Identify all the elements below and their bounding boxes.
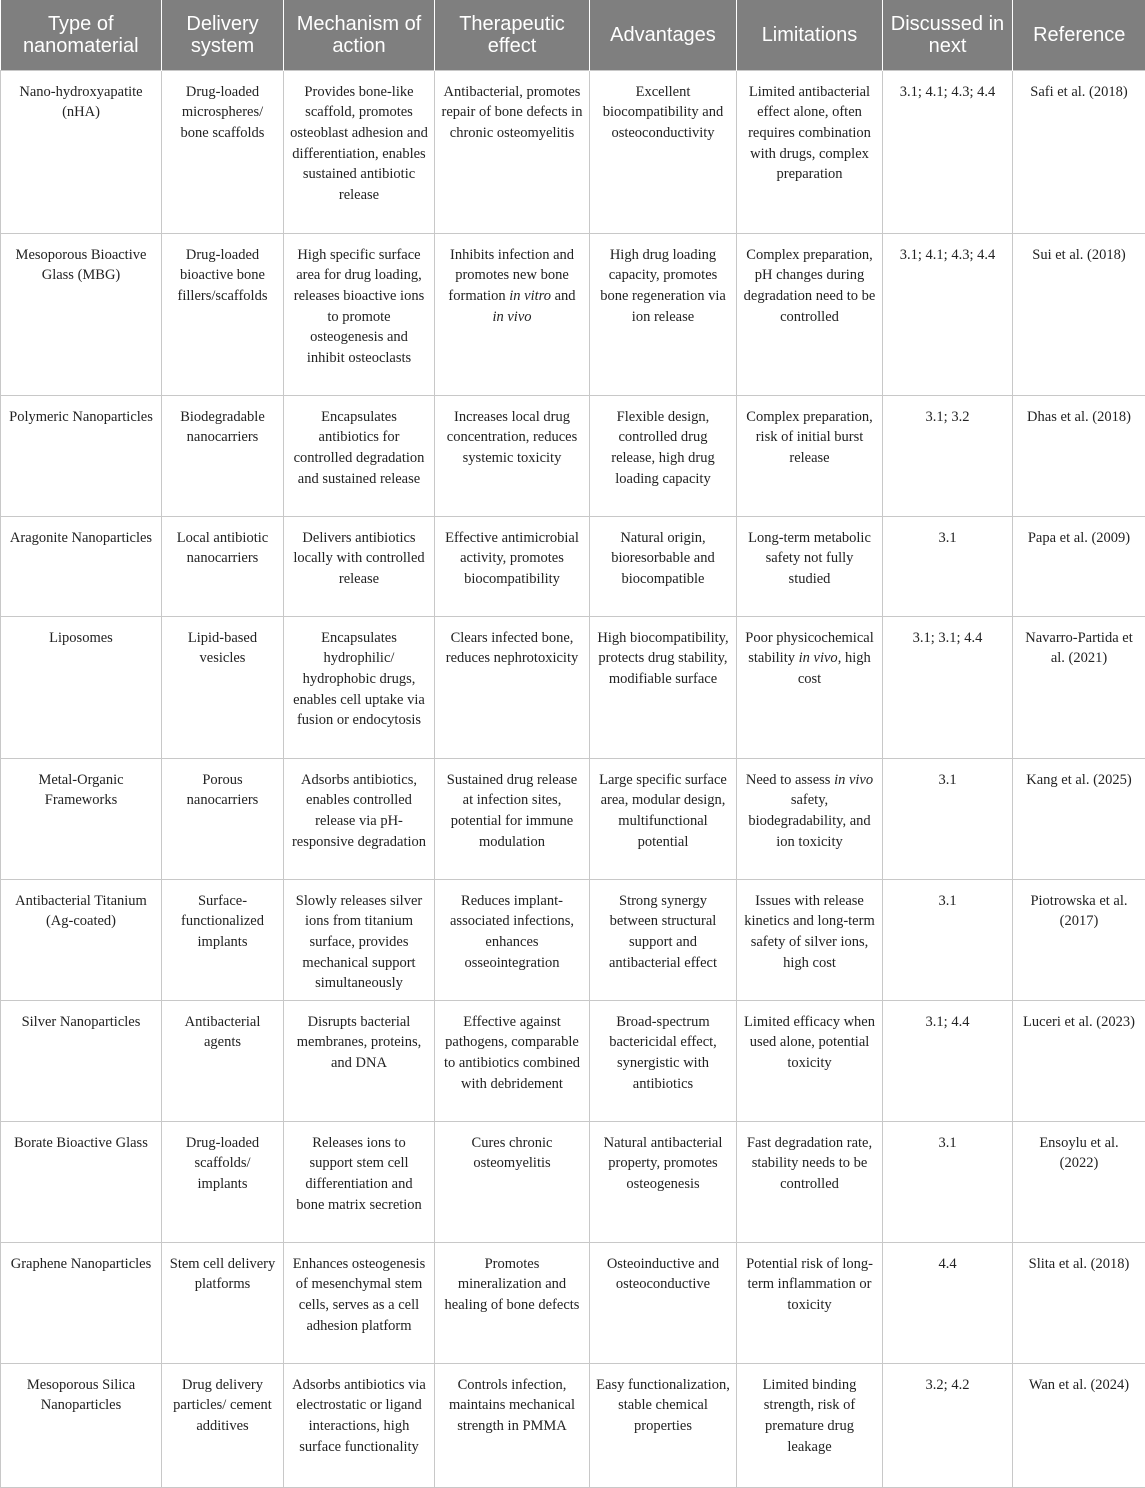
table-row — [1, 879, 1145, 1000]
cell-advantages: High drug loading capacity, promotes bone regeneration via ion release — [590, 233, 737, 395]
cell-reference: Sui et al. (2018) — [1013, 233, 1145, 395]
cell-text: , high cost — [797, 650, 871, 687]
italic-term: in vitro — [509, 287, 551, 304]
table-row — [1, 516, 1145, 616]
cell-reference: Kang et al. (2025) — [1013, 758, 1145, 879]
cell-advantages: Broad-spectrum bactericidal effect, synergistic with antibiotics — [590, 1000, 737, 1121]
cell-effect — [435, 395, 590, 516]
cell-text: Effective against pathogens, comparable to antibiotics combined with debridement — [443, 1013, 581, 1092]
cell-text: Need to assess — [745, 771, 835, 788]
cell-discussed: 3.1 — [883, 758, 1013, 879]
cell-text: Poor physicochemical stability — [745, 629, 874, 667]
cell-effect — [435, 516, 590, 616]
cell-reference: Safi et al. (2018) — [1013, 70, 1145, 233]
cell-effect — [435, 70, 590, 233]
cell-text: Promotes mineralization and healing of bone defects — [444, 1255, 580, 1313]
cell-text: Antibacterial, promotes repair of bone defects in chronic osteomyelitis — [441, 83, 583, 141]
cell-text: Inhibits infection and promotes new bone formation — [448, 246, 575, 304]
cell-effect — [435, 879, 590, 1000]
table-row — [1, 395, 1145, 516]
cell-type: Polymeric Nanoparticles — [1, 395, 162, 516]
cell-mechanism: High specific surface area for drug loading, releases bioactive ions to promote osteogenesis and inhibit osteoclasts — [284, 233, 435, 395]
cell-mechanism: Enhances osteogenesis of mesenchymal stem cells, serves as a cell adhesion platform — [284, 1242, 435, 1363]
cell-text: Limited efficacy when used alone, potential toxicity — [744, 1013, 875, 1071]
cell-delivery: Porous nanocarriers — [162, 758, 284, 879]
header-type: Type of nanomaterial — [1, 0, 162, 70]
cell-mechanism: Releases ions to support stem cell differentiation and bone matrix secretion — [284, 1121, 435, 1242]
cell-mechanism: Adsorbs antibiotics, enables controlled release via pH-responsive degradation — [284, 758, 435, 879]
cell-text: Reduces implant-associated infections, enhances osseointegration — [449, 892, 574, 971]
cell-text: and — [551, 287, 576, 304]
cell-limitations — [737, 516, 883, 616]
cell-text: Fast degradation rate, stability needs to be controlled — [746, 1134, 873, 1192]
italic-term: in vivo — [834, 771, 874, 788]
cell-advantages: Natural origin, bioresorbable and biocompatible — [590, 516, 737, 616]
cell-type: Nano-hydroxyapatite (nHA) — [1, 70, 162, 233]
cell-limitations — [737, 233, 883, 395]
cell-type: Aragonite Nanoparticles — [1, 516, 162, 616]
table-row — [1, 758, 1145, 879]
cell-discussed: 4.4 — [883, 1242, 1013, 1363]
cell-type: Mesoporous Silica Nanoparticles — [1, 1363, 162, 1487]
cell-delivery: Drug-loaded microspheres/ bone scaffolds — [162, 70, 284, 233]
cell-effect — [435, 1363, 590, 1487]
cell-mechanism: Provides bone-like scaffold, promotes osteoblast adhesion and differentiation, enables sustained antibiotic release — [284, 70, 435, 233]
table-row — [1, 70, 1145, 233]
cell-advantages: Excellent biocompatibility and osteoconductivity — [590, 70, 737, 233]
cell-text: Effective antimicrobial activity, promotes biocompatibility — [445, 529, 579, 587]
header-effect: Therapeutic effect — [435, 0, 590, 70]
table-row — [1, 1242, 1145, 1363]
cell-discussed: 3.1; 4.4 — [883, 1000, 1013, 1121]
cell-reference: Dhas et al. (2018) — [1013, 395, 1145, 516]
cell-text: Complex preparation, pH changes during degradation need to be controlled — [743, 246, 876, 325]
table-row — [1, 1121, 1145, 1242]
cell-reference: Wan et al. (2024) — [1013, 1363, 1145, 1487]
cell-text: Sustained drug release at infection sites, potential for immune modulation — [446, 771, 578, 850]
header-row — [1, 0, 1145, 70]
cell-type: Metal-Organic Frameworks — [1, 758, 162, 879]
cell-text: Limited antibacterial effect alone, often requires combination with drugs, complex preparation — [748, 83, 871, 183]
cell-delivery: Stem cell delivery platforms — [162, 1242, 284, 1363]
table-row — [1, 1000, 1145, 1121]
cell-mechanism: Encapsulates hydrophilic/ hydrophobic drugs, enables cell uptake via fusion or endocytosis — [284, 616, 435, 758]
cell-text: Complex preparation, risk of initial burst release — [746, 408, 873, 466]
cell-limitations — [737, 616, 883, 758]
cell-reference: Navarro-Partida et al. (2021) — [1013, 616, 1145, 758]
cell-reference: Piotrowska et al. (2017) — [1013, 879, 1145, 1000]
cell-type: Antibacterial Titanium (Ag-coated) — [1, 879, 162, 1000]
cell-effect — [435, 758, 590, 879]
cell-delivery: Antibacterial agents — [162, 1000, 284, 1121]
cell-text: safety, biodegradability, and ion toxicity — [748, 792, 871, 850]
cell-advantages: Osteoinductive and osteoconductive — [590, 1242, 737, 1363]
table-row — [1, 616, 1145, 758]
cell-delivery: Drug delivery particles/ cement additives — [162, 1363, 284, 1487]
cell-mechanism: Delivers antibiotics locally with controlled release — [284, 516, 435, 616]
cell-advantages: Large specific surface area, modular design, multifunctional potential — [590, 758, 737, 879]
cell-advantages: Easy functionalization, stable chemical properties — [590, 1363, 737, 1487]
cell-limitations — [737, 758, 883, 879]
cell-reference: Ensoylu et al. (2022) — [1013, 1121, 1145, 1242]
header-delivery: Delivery system — [162, 0, 284, 70]
cell-discussed: 3.1 — [883, 516, 1013, 616]
cell-advantages: Natural antibacterial property, promotes osteogenesis — [590, 1121, 737, 1242]
cell-type: Liposomes — [1, 616, 162, 758]
cell-delivery: Drug-loaded bioactive bone fillers/scaffolds — [162, 233, 284, 395]
cell-discussed: 3.1 — [883, 879, 1013, 1000]
cell-mechanism: Adsorbs antibiotics via electrostatic or ligand interactions, high surface functionality — [284, 1363, 435, 1487]
cell-effect — [435, 233, 590, 395]
header-mechanism: Mechanism of action — [284, 0, 435, 70]
cell-discussed: 3.2; 4.2 — [883, 1363, 1013, 1487]
cell-text: Issues with release kinetics and long-term safety of silver ions, high cost — [744, 892, 875, 971]
cell-text: Limited binding strength, risk of premature drug leakage — [762, 1376, 857, 1455]
cell-advantages: High biocompatibility, protects drug stability, modifiable surface — [590, 616, 737, 758]
table-row — [1, 1363, 1145, 1487]
cell-discussed: 3.1; 4.1; 4.3; 4.4 — [883, 70, 1013, 233]
cell-text: Controls infection, maintains mechanical strength in PMMA — [448, 1376, 576, 1434]
header-advantages: Advantages — [590, 0, 737, 70]
cell-limitations — [737, 1000, 883, 1121]
cell-discussed: 3.1 — [883, 1121, 1013, 1242]
cell-limitations — [737, 1121, 883, 1242]
cell-mechanism: Disrupts bacterial membranes, proteins, and DNA — [284, 1000, 435, 1121]
cell-discussed: 3.1; 3.1; 4.4 — [883, 616, 1013, 758]
header-reference: Reference — [1013, 0, 1145, 70]
cell-type: Borate Bioactive Glass — [1, 1121, 162, 1242]
cell-effect — [435, 1121, 590, 1242]
cell-text: Cures chronic osteomyelitis — [471, 1134, 553, 1172]
cell-advantages: Strong synergy between structural support and antibacterial effect — [590, 879, 737, 1000]
cell-effect — [435, 1242, 590, 1363]
table-body — [1, 70, 1145, 1487]
cell-effect — [435, 1000, 590, 1121]
cell-delivery: Lipid-based vesicles — [162, 616, 284, 758]
cell-limitations — [737, 1242, 883, 1363]
table-row — [1, 233, 1145, 395]
cell-limitations — [737, 879, 883, 1000]
header-limitations: Limitations — [737, 0, 883, 70]
cell-text: Clears infected bone, reduces nephrotoxicity — [445, 629, 579, 667]
cell-delivery: Drug-loaded scaffolds/ implants — [162, 1121, 284, 1242]
cell-mechanism: Encapsulates antibiotics for controlled degradation and sustained release — [284, 395, 435, 516]
cell-text: Increases local drug concentration, reduces systemic toxicity — [446, 408, 578, 466]
cell-reference: Slita et al. (2018) — [1013, 1242, 1145, 1363]
cell-text: Long-term metabolic safety not fully studied — [748, 529, 871, 587]
cell-discussed: 3.1; 3.2 — [883, 395, 1013, 516]
cell-reference: Luceri et al. (2023) — [1013, 1000, 1145, 1121]
cell-limitations — [737, 395, 883, 516]
italic-term: in vivo — [492, 308, 532, 325]
cell-delivery: Surface-functionalized implants — [162, 879, 284, 1000]
cell-reference: Papa et al. (2009) — [1013, 516, 1145, 616]
cell-delivery: Biodegradable nanocarriers — [162, 395, 284, 516]
cell-advantages: Flexible design, controlled drug release, high drug loading capacity — [590, 395, 737, 516]
cell-delivery: Local antibiotic nanocarriers — [162, 516, 284, 616]
cell-type: Graphene Nanoparticles — [1, 1242, 162, 1363]
cell-mechanism: Slowly releases silver ions from titanium surface, provides mechanical support simultaneously — [284, 879, 435, 1000]
cell-limitations — [737, 1363, 883, 1487]
header-discussed: Discussed in next — [883, 0, 1013, 70]
cell-effect — [435, 616, 590, 758]
cell-text: Potential risk of long-term inflammation or toxicity — [746, 1255, 873, 1313]
italic-term: in vivo — [798, 650, 838, 667]
cell-discussed: 3.1; 4.1; 4.3; 4.4 — [883, 233, 1013, 395]
cell-type: Mesoporous Bioactive Glass (MBG) — [1, 233, 162, 395]
cell-limitations — [737, 70, 883, 233]
cell-type: Silver Nanoparticles — [1, 1000, 162, 1121]
